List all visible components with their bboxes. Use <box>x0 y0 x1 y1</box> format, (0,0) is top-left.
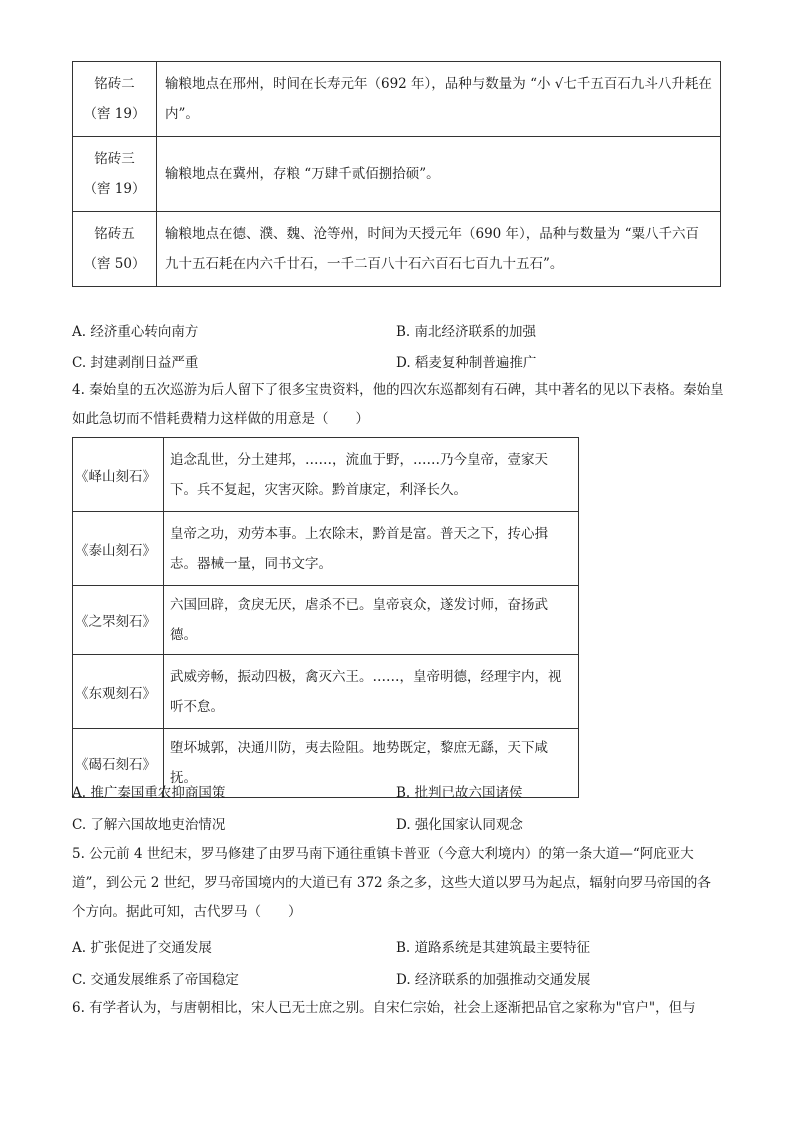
table-row <box>73 586 579 655</box>
stele-name: 《泰山刻石》 <box>73 512 164 586</box>
brick-cellar: （窖 19） <box>83 106 146 122</box>
table-row <box>73 62 721 137</box>
stele-name: 《碣石刻石》 <box>73 729 164 798</box>
brick-content: 输粮地点在邢州，时间在长寿元年（692 年），品种与数量为 “小 √七千五百石九斗八升耗在内”。 <box>157 62 721 137</box>
q4-option-c: C. 了解六国故地吏治情况 <box>72 817 226 833</box>
stele-content: 皇帝之功，劝劳本事。上农除末，黔首是富。普天之下，抟心揖志。器械一量，同书文字。 <box>164 512 579 586</box>
table-row <box>73 438 579 512</box>
brick-content: 输粮地点在德、濮、魏、沧等州，时间为天授元年（690 年），品种与数量为 “粟八千六百九十五石耗在内六千廿石，一千二百八十石六百石七百九十五石”。 <box>157 212 721 287</box>
table-row <box>73 137 721 212</box>
brick-label-cell <box>73 62 157 137</box>
inscription-brick-table <box>72 61 721 287</box>
brick-name: 铭砖二 <box>94 76 135 92</box>
q5-option-d: D. 经济联系的加强推动交通发展 <box>396 972 591 988</box>
brick-content: 输粮地点在冀州，存粮 “万肆千贰佰捌拾硕”。 <box>157 137 721 212</box>
brick-cellar: （窖 50） <box>83 256 146 272</box>
stele-content: 堕坏城郭，决通川防，夷去险阻。地势既定，黎庶无繇，天下咸抚。 <box>164 729 579 798</box>
table-row <box>73 212 721 287</box>
q4-option-d: D. 强化国家认同观念 <box>396 817 523 833</box>
q3-option-c: C. 封建剥削日益严重 <box>72 355 199 371</box>
q4-stem: 4. 秦始皇的五次巡游为后人留下了很多宝贵资料，他的四次东巡都刻有石碑，其中著名的见以下表格。秦始皇如此急切而不惜耗费精力这样做的用意是（ ） <box>72 382 724 427</box>
q5-stem: 5. 公元前 4 世纪末，罗马修建了由罗马南下通往重镇卡普亚（今意大利境内）的第一条大道—“阿庇亚大道”，到公元 2 世纪，罗马帝国境内的大道已有 372 条之多，这些大道以罗马为起点，辐射向罗马帝国的各个方向。据此可知，古代罗马（ ） <box>72 846 711 920</box>
q3-option-d: D. 稻麦复种制普遍推广 <box>396 355 537 371</box>
stele-name: 《峄山刻石》 <box>73 438 164 512</box>
q6-stem: 6. 有学者认为，与唐朝相比，宋人已无士庶之别。自宋仁宗始，社会上逐渐把品官之家称为"官户"，但与 <box>72 1000 696 1016</box>
table-row <box>73 512 579 586</box>
table-row <box>73 655 579 729</box>
stele-name: 《东观刻石》 <box>73 655 164 729</box>
stele-inscription-table <box>72 437 579 798</box>
brick-cellar: （窖 19） <box>83 181 146 197</box>
stele-name: 《之罘刻石》 <box>73 586 164 655</box>
brick-name: 铭砖五 <box>94 226 135 242</box>
q4-option-b: B. 批判已故六国诸侯 <box>396 785 523 801</box>
stele-content: 武威旁畅，振动四极，禽灭六王。……，皇帝明德，经理宇内，视听不怠。 <box>164 655 579 729</box>
stele-content: 追念乱世，分土建邦，……，流血于野，……乃今皇帝，壹家天下。兵不复起，灾害灭除。黔首康定，利泽长久。 <box>164 438 579 512</box>
stele-content: 六国回辟，贪戾无厌，虐杀不已。皇帝哀众，遂发讨师，奋扬武德。 <box>164 586 579 655</box>
q3-option-a: A. 经济重心转向南方 <box>72 324 199 340</box>
brick-label-cell <box>73 212 157 287</box>
brick-name: 铭砖三 <box>94 151 135 167</box>
q5-option-a: A. 扩张促进了交通发展 <box>72 940 212 956</box>
brick-label-cell <box>73 137 157 212</box>
q4-option-a: A. 推广秦国重农抑商国策 <box>72 785 226 801</box>
q5-option-c: C. 交通发展维系了帝国稳定 <box>72 972 239 988</box>
q3-option-b: B. 南北经济联系的加强 <box>396 324 537 340</box>
q5-option-b: B. 道路系统是其建筑最主要特征 <box>396 940 591 956</box>
